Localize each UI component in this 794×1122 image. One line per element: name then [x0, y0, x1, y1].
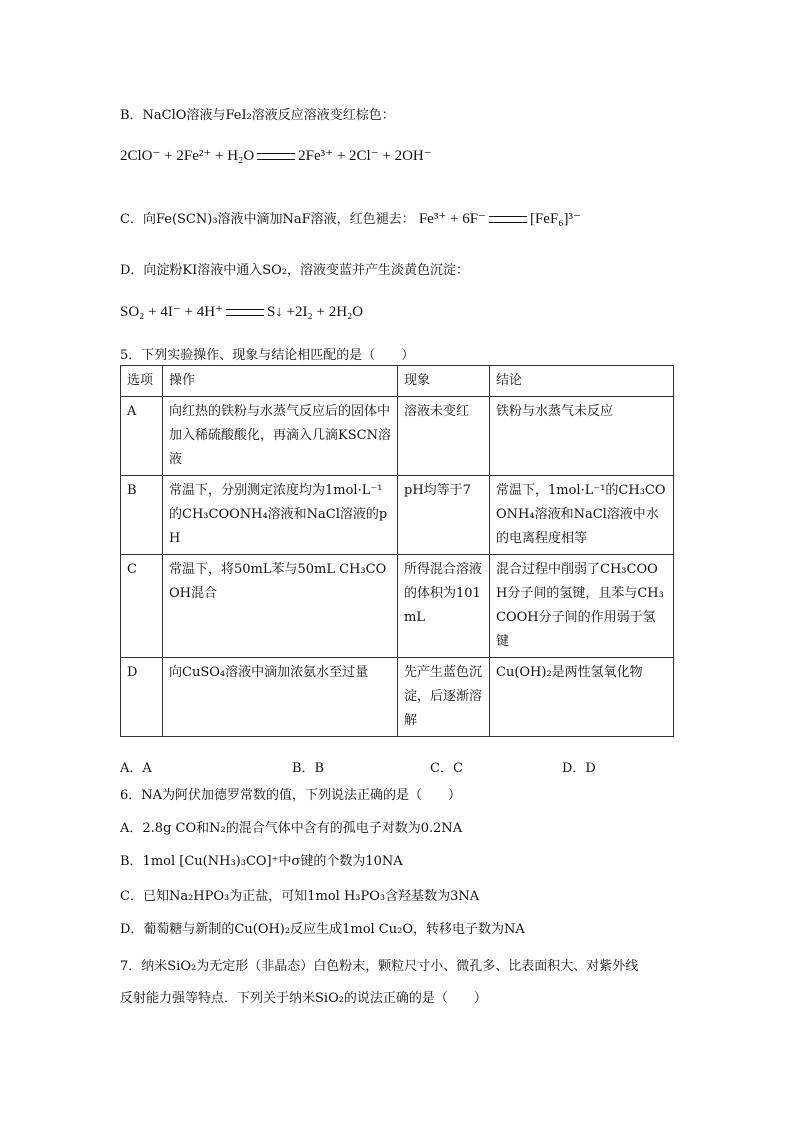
q4-option-d-equation [120, 302, 363, 321]
row-operation: 向红热的铁粉与水蒸气反应后的固体中加入稀硫酸酸化，再滴入几滴KSCN溶液 [163, 397, 398, 476]
q6-option-d[interactable]: D．葡萄糖与新制的Cu(OH)₂反应生成1mol Cu₂O，转移电子数为NA [120, 922, 525, 937]
header-conclusion: 结论 [490, 366, 674, 397]
row-option: D [121, 658, 163, 737]
equals-sign [257, 153, 295, 160]
q6-option-a[interactable]: A．2.8g CO和N₂的混合气体中含有的孤电子对数为0.2NA [120, 821, 463, 836]
row-conclusion: 混合过程中削弱了CH₃COOH分子间的氢键，且苯与CH₃COOH分子间的作用弱于氢键 [490, 555, 674, 658]
q4-option-b-text: B．NaClO溶液与FeI₂溶液反应溶液变红棕色： [120, 108, 395, 123]
q6-option-c[interactable]: C．已知Na₂HPO₃为正盐，可知1mol H₃PO₃含羟基数为3NA [120, 889, 480, 904]
q5-stem: 5．下列实验操作、现象与结论相匹配的是（ ） [120, 348, 415, 363]
row-option: C [121, 555, 163, 658]
table-header-row [121, 366, 674, 397]
experiment-table [120, 365, 674, 737]
row-operation: 常温下，分别测定浓度均为1mol·L⁻¹的CH₃COONH₄溶液和NaCl溶液的pH [163, 476, 398, 555]
table-row [121, 658, 674, 737]
row-phenomenon: 溶液未变红 [398, 397, 490, 476]
row-phenomenon: 所得混合溶液的体积为101mL [398, 555, 490, 658]
row-operation: 常温下，将50mL苯与50mL CH₃COOH混合 [163, 555, 398, 658]
q7-stem-line1: 7．纳米SiO₂为无定形（非晶态）白色粉末，颗粒尺寸小、微孔多、比表面积大、对紫外线 [120, 959, 639, 974]
choice-b[interactable]: B．B [292, 761, 325, 776]
table-row [121, 555, 674, 658]
q7-stem-line2: 反射能力强等特点．下列关于纳米SiO₂的说法正确的是（ ） [120, 991, 487, 1006]
equals-sign [489, 216, 527, 223]
choice-a[interactable]: A．A [120, 761, 152, 776]
row-conclusion: Cu(OH)₂是两性氢氧化物 [490, 658, 674, 737]
equation-left: 2ClO⁻ + 2Fe²⁺ + H₂O [120, 148, 255, 164]
row-conclusion: 铁粉与水蒸气未反应 [490, 397, 674, 476]
q4-option-c-equation [419, 211, 581, 227]
header-phenomenon: 现象 [398, 366, 490, 397]
row-phenomenon: pH均等于7 [398, 476, 490, 555]
equation-right: 2Fe³⁺ + 2Cl⁻ + 2OH⁻ [298, 148, 432, 164]
q4-option-d-text: D．向淀粉KI溶液中通入SO₂，溶液变蓝并产生淡黄色沉淀： [120, 263, 470, 278]
row-conclusion: 常温下，1mol·L⁻¹的CH₃COONH₄溶液和NaCl溶液中水的电离程度相等 [490, 476, 674, 555]
table-row [121, 476, 674, 555]
row-phenomenon: 先产生蓝色沉淀，后逐渐溶解 [398, 658, 490, 737]
equals-sign [226, 309, 264, 316]
equation-right: [FeF₆]³⁻ [529, 211, 581, 227]
equation-left: SO₂ + 4I⁻ + 4H⁺ [120, 304, 223, 320]
row-option: A [121, 397, 163, 476]
q4-option-c [120, 208, 581, 228]
header-operation: 操作 [163, 366, 398, 397]
q6-option-b[interactable]: B．1mol [Cu(NH₃)₃CO]⁺中σ键的个数为10NA [120, 854, 403, 869]
equation-left: Fe³⁺ + 6F⁻ [418, 211, 486, 227]
q4-option-b-equation [120, 146, 432, 165]
choice-c[interactable]: C．C [430, 761, 463, 776]
q4-option-c-text: C．向Fe(SCN)₃溶液中滴加NaF溶液，红色褪去： [120, 212, 415, 227]
row-option: B [121, 476, 163, 555]
equation-right: S↓ +2I₂ + 2H₂O [267, 304, 364, 320]
header-option: 选项 [121, 366, 163, 397]
table-row [121, 397, 674, 476]
row-operation: 向CuSO₄溶液中滴加浓氨水至过量 [163, 658, 398, 737]
q6-stem: 6．NA为阿伏加德罗常数的值，下列说法正确的是（ ） [120, 788, 462, 803]
choice-d[interactable]: D．D [562, 761, 596, 776]
